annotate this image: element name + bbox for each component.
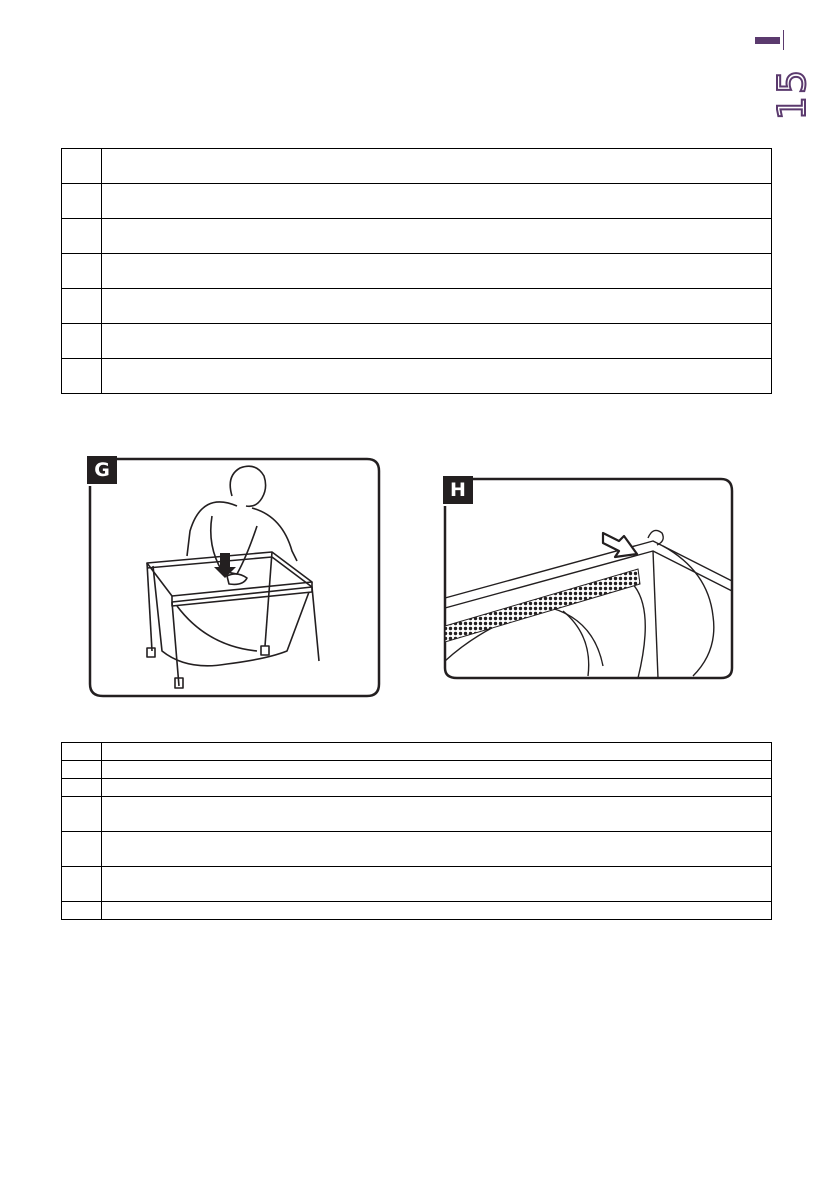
row-text (102, 902, 772, 920)
instructions-table-bottom (61, 742, 772, 920)
table-row (62, 832, 772, 867)
row-number (62, 779, 102, 797)
row-text (102, 324, 772, 359)
table-row (62, 184, 772, 219)
row-text (102, 867, 772, 902)
row-text (102, 289, 772, 324)
table-row (62, 867, 772, 902)
figure-label: H (443, 476, 473, 504)
row-number (62, 761, 102, 779)
figure-label: G (87, 456, 117, 484)
table-row (62, 359, 772, 394)
row-text (102, 149, 772, 184)
row-text (102, 219, 772, 254)
row-number (62, 149, 102, 184)
table-row (62, 761, 772, 779)
row-number (62, 219, 102, 254)
row-text (102, 779, 772, 797)
row-number (62, 832, 102, 867)
row-number (62, 324, 102, 359)
row-text (102, 797, 772, 832)
row-number (62, 359, 102, 394)
figure-h (443, 476, 734, 680)
row-text (102, 184, 772, 219)
table-row (62, 289, 772, 324)
row-text (102, 743, 772, 761)
accent-bar (755, 37, 780, 44)
page-tab (755, 30, 815, 120)
table-row (62, 219, 772, 254)
row-number (62, 289, 102, 324)
figure-g (87, 456, 381, 698)
table-row (62, 779, 772, 797)
table-row (62, 254, 772, 289)
row-number (62, 867, 102, 902)
page-number: 15 (770, 67, 814, 121)
row-number (62, 902, 102, 920)
accent-line (783, 30, 784, 50)
row-number (62, 254, 102, 289)
row-text (102, 761, 772, 779)
table-row (62, 149, 772, 184)
row-number (62, 184, 102, 219)
table-row (62, 743, 772, 761)
row-text (102, 254, 772, 289)
instructions-table-top (61, 148, 772, 394)
table-row (62, 797, 772, 832)
row-text (102, 359, 772, 394)
table-row (62, 324, 772, 359)
row-text (102, 832, 772, 867)
mattress-corner-mesh-illustration (443, 476, 734, 680)
row-number (62, 797, 102, 832)
table-row (62, 902, 772, 920)
hand-pressing-mattress-illustration (87, 456, 381, 698)
row-number (62, 743, 102, 761)
